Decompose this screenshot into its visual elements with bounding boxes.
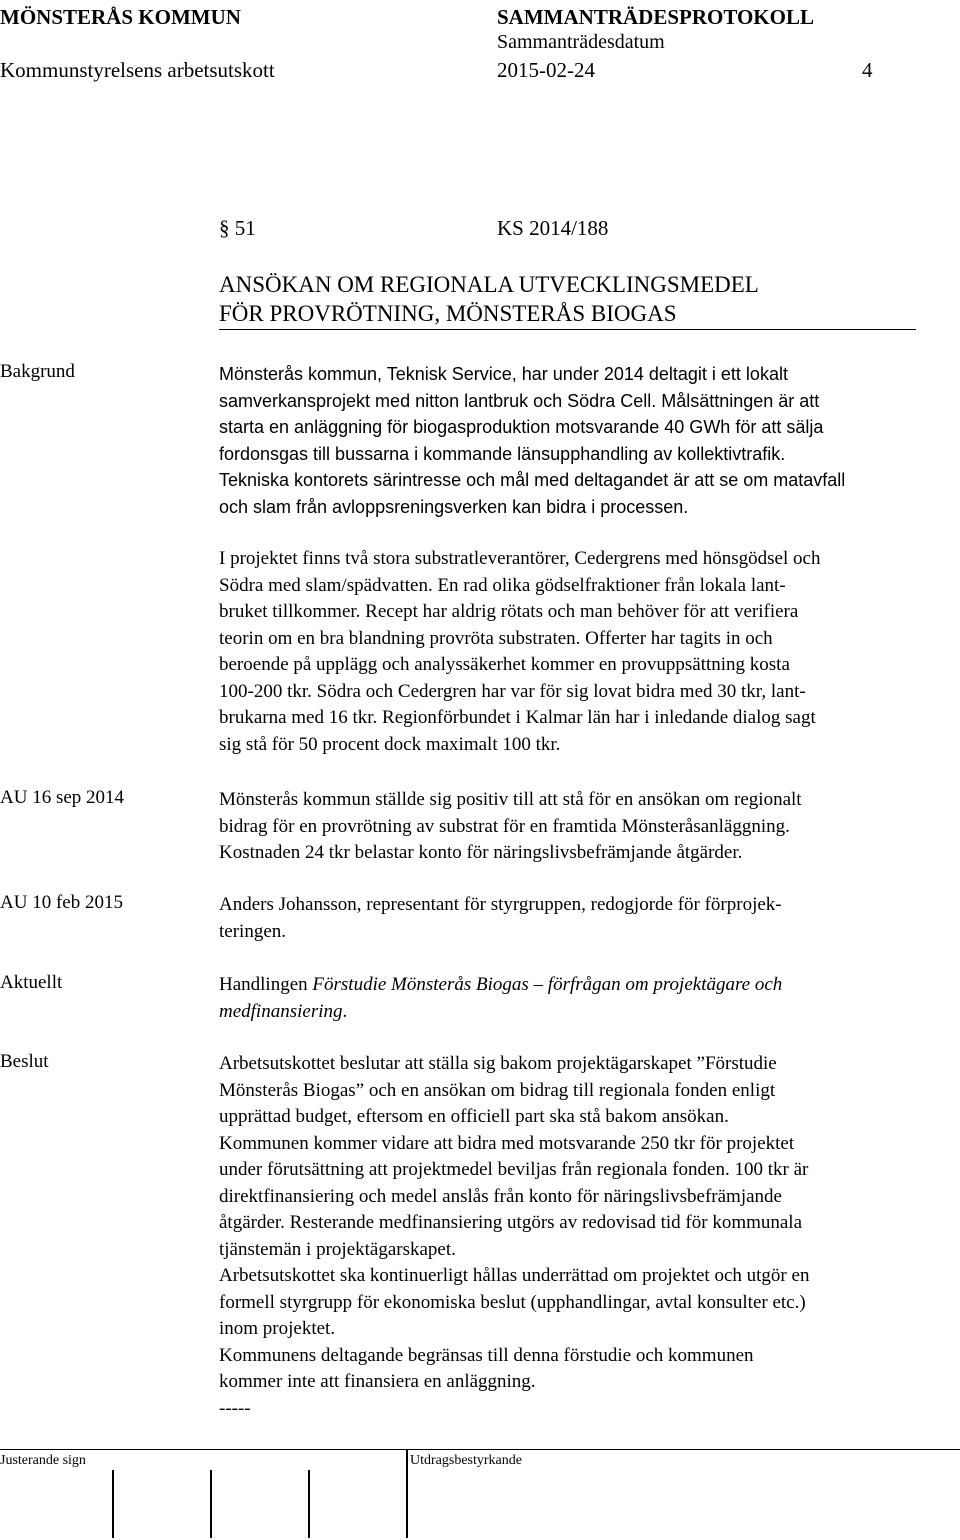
signature-box-divider bbox=[406, 1450, 408, 1538]
label-aktuellt: Aktuellt bbox=[0, 972, 63, 993]
text-line: Arbetsutskottet ska kontinuerligt hållas underrättad om projektet och utgör en bbox=[219, 1265, 810, 1286]
text-line: starta en anläggning för biogasproduktion motsvarande 40 GWh för att sälja bbox=[219, 417, 824, 437]
label-au-2014: AU 16 sep 2014 bbox=[0, 787, 125, 808]
text-line: Kostnaden 24 tkr belastar konto för näringslivsbefrämjande åtgärder. bbox=[219, 842, 743, 863]
label-bakgrund: Bakgrund bbox=[0, 361, 75, 382]
section-symbol: § bbox=[219, 216, 230, 240]
footer-justerande-label: Justerande sign bbox=[0, 1453, 86, 1468]
document-title-cont: medfinansiering bbox=[219, 1000, 343, 1022]
text-line: formell styrgrupp för ekonomiska beslut (upphandlingar, avtal konsulter etc.) bbox=[219, 1291, 806, 1313]
text-line: Mönsterås kommun ställde sig positiv till att stå för en ansökan om regionalt bbox=[219, 789, 802, 810]
text-line: ----- bbox=[219, 1397, 251, 1419]
signature-box-divider bbox=[210, 1470, 212, 1538]
signature-box-divider bbox=[308, 1470, 310, 1538]
document-prefix: Handlingen bbox=[219, 974, 313, 995]
text-line: åtgärder. Resterande medfinansiering utgörs av redovisad tid för kommunala bbox=[219, 1212, 803, 1233]
case-number: KS 2014/188 bbox=[497, 216, 609, 240]
text-line: kommer inte att finansiera en anläggning. bbox=[219, 1371, 536, 1392]
text-line: Kommunen kommer vidare att bidra med motsvarande 250 tkr för projektet bbox=[219, 1132, 795, 1154]
text-line: teringen. bbox=[219, 920, 287, 942]
text-line: teorin om en bra blandning provröta substraten. Offerter har tagits in och bbox=[219, 627, 773, 649]
text-line: Södra med slam/spädvatten. En rad olika gödselfraktioner från lokala lant- bbox=[219, 574, 786, 596]
text-line: beroende på upplägg och analyssäkerhet kommer en provuppsättning kosta bbox=[219, 654, 790, 675]
text-line bbox=[219, 999, 954, 1026]
text-line: upprättad budget, eftersom en officiell part ska stå bakom ansökan. bbox=[219, 1106, 729, 1127]
text-line: Tekniska kontorets särintresse och mål med deltagandet är att se om matavfall bbox=[219, 470, 846, 490]
text-line: direktfinansiering och medel anslås från konto för näringslivsbefrämjande bbox=[219, 1185, 782, 1207]
section-number: 51 bbox=[234, 216, 256, 240]
text-line bbox=[219, 972, 954, 999]
page-number: 4 bbox=[862, 58, 873, 82]
au-2014-paragraph bbox=[219, 787, 954, 867]
footer-top-rule bbox=[0, 1449, 960, 1450]
title-underline bbox=[219, 329, 916, 330]
document-type: SAMMANTRÄDESPROTOKOLL bbox=[497, 5, 814, 29]
section-heading bbox=[219, 216, 256, 241]
text-line: Mönsterås kommun, Teknisk Service, har under 2014 deltagit i ett lokalt bbox=[219, 364, 788, 384]
text-line: Kommunens deltagande begränsas till denna förstudie och kommunen bbox=[219, 1344, 754, 1366]
projekt-paragraph bbox=[219, 546, 954, 758]
document-suffix: . bbox=[342, 1000, 348, 1022]
committee-name: Kommunstyrelsens arbetsutskott bbox=[0, 58, 275, 82]
text-line: tjänstemän i projektägarskapet. bbox=[219, 1238, 456, 1260]
case-title-line-1: ANSÖKAN OM REGIONALA UTVECKLINGSMEDEL bbox=[219, 272, 759, 297]
text-line: under förutsättning att projektmedel beviljas från regionala fonden. 100 tkr är bbox=[219, 1159, 809, 1180]
text-line: inom projektet. bbox=[219, 1318, 336, 1339]
text-line: 100-200 tkr. Södra och Cedergren har var för sig lovat bidra med 30 tkr, lant- bbox=[219, 680, 806, 702]
text-line: och slam från avloppsreningsverken kan bidra i processen. bbox=[219, 496, 689, 517]
text-line: Anders Johansson, representant för styrgruppen, redogjorde för förprojek- bbox=[219, 894, 782, 915]
au-2015-paragraph bbox=[219, 892, 954, 945]
document-title: Förstudie Mönsterås Biogas – förfrågan om projektägare och bbox=[312, 974, 783, 995]
text-line: bruket tillkommer. Recept har aldrig rötats och man behöver för att verifiera bbox=[219, 601, 799, 622]
text-line: sig stå för 50 procent dock maximalt 100 tkr. bbox=[219, 733, 561, 755]
case-title-line-2: FÖR PROVRÖTNING, MÖNSTERÅS BIOGAS bbox=[219, 301, 677, 326]
signature-box-divider bbox=[112, 1470, 114, 1538]
text-line: brukarna med 16 tkr. Regionförbundet i Kalmar län har i inledande dialog sagt bbox=[219, 707, 816, 728]
aktuellt-paragraph bbox=[219, 972, 954, 1025]
text-line: fordonsgas till bussarna i kommande länsupphandling av kollektivtrafik. bbox=[219, 443, 786, 464]
beslut-paragraph bbox=[219, 1051, 954, 1422]
text-line: samverkansprojekt med nitton lantbruk och Södra Cell. Målsättningen är att bbox=[219, 390, 820, 411]
footer-utdrag-label: Utdragsbestyrkande bbox=[410, 1453, 522, 1468]
label-au-2015: AU 10 feb 2015 bbox=[0, 892, 123, 913]
org-name: MÖNSTERÅS KOMMUN bbox=[0, 5, 241, 29]
text-line: I projektet finns två stora substratleverantörer, Cedergrens med hönsgödsel och bbox=[219, 548, 821, 569]
text-line: Arbetsutskottet beslutar att ställa sig bakom projektägarskapet ”Förstudie bbox=[219, 1053, 777, 1074]
text-line: Mönsterås Biogas” och en ansökan om bidrag till regionala fonden enligt bbox=[219, 1079, 776, 1101]
date-label: Sammanträdesdatum bbox=[497, 31, 665, 53]
label-beslut: Beslut bbox=[0, 1051, 49, 1072]
text-line: bidrag för en provrötning av substrat för en framtida Mönsteråsanläggning. bbox=[219, 815, 790, 837]
bakgrund-paragraph bbox=[219, 361, 954, 520]
meeting-date: 2015-02-24 bbox=[497, 58, 595, 82]
